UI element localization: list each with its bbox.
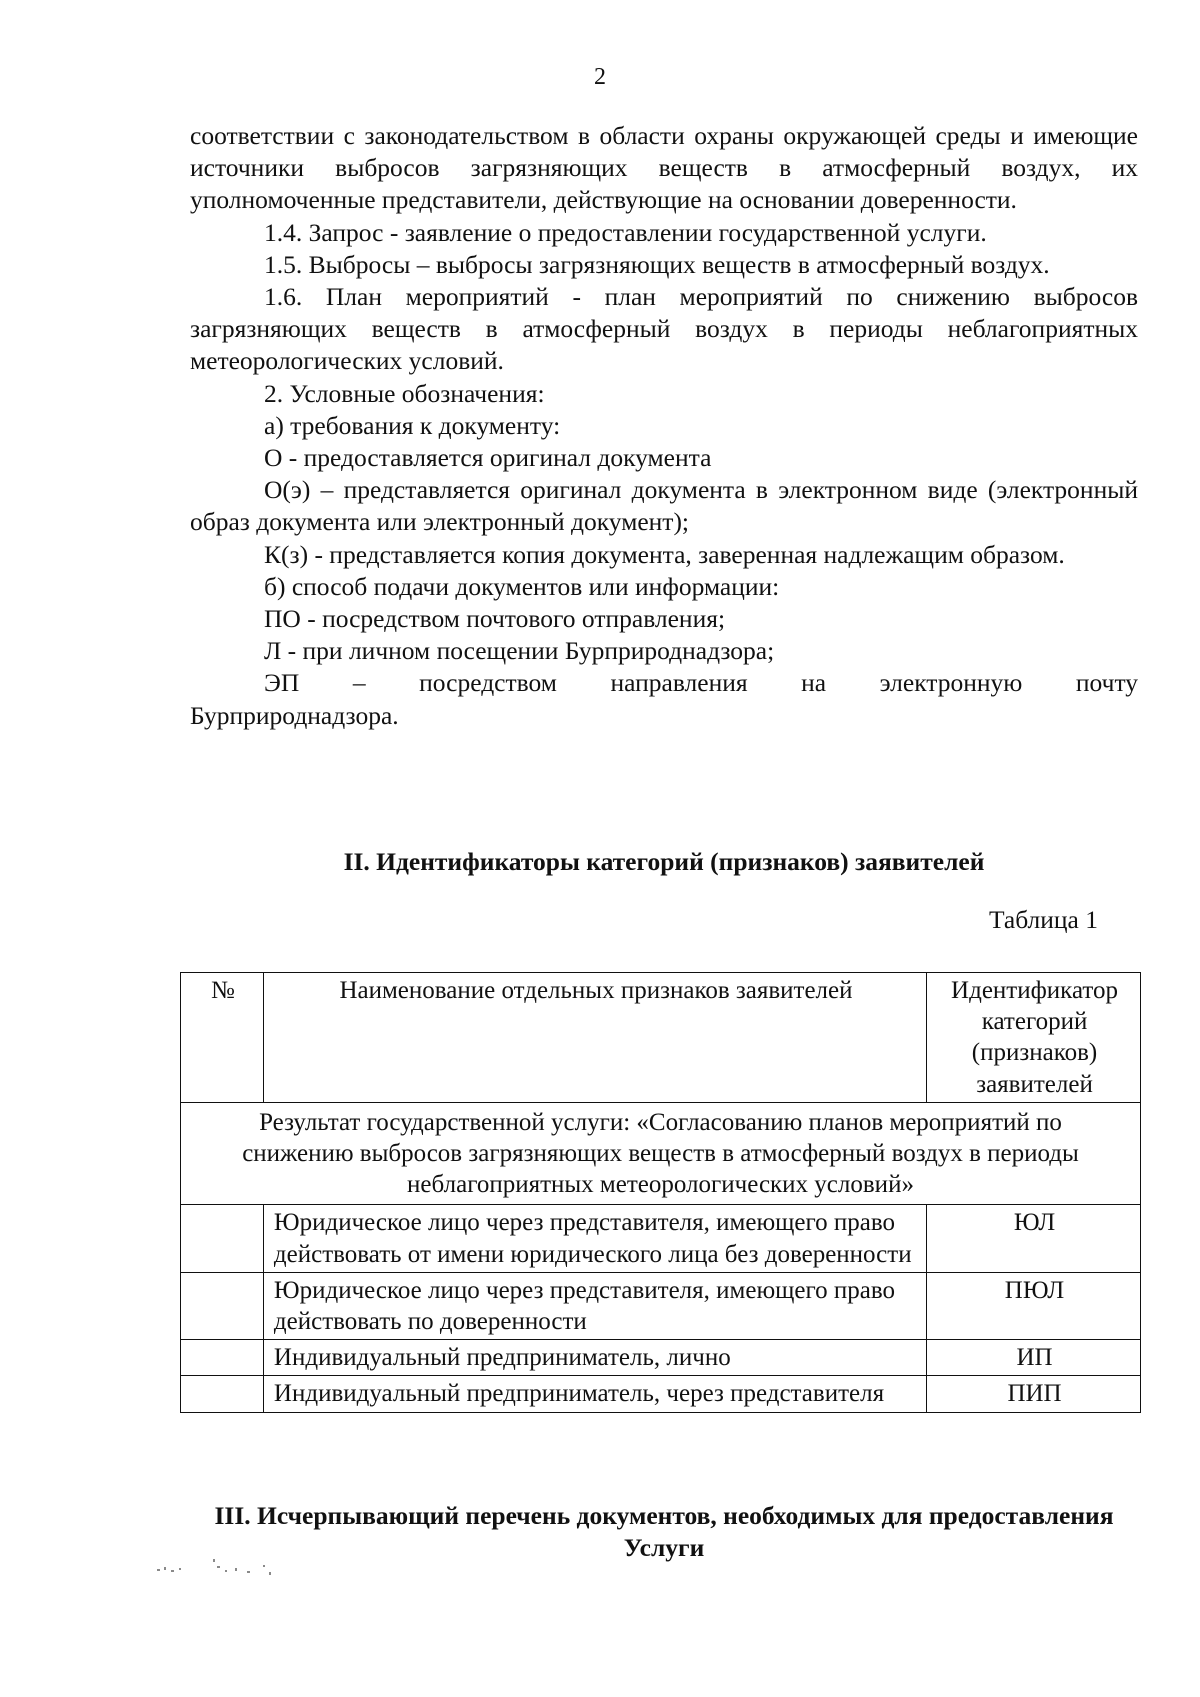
table-caption: Таблица 1 <box>988 905 1098 934</box>
row-identifier: ЮЛ <box>927 1205 1141 1272</box>
header-identifier: Идентификатор категорий (признаков) заявителей <box>927 973 1141 1103</box>
row-number <box>181 1340 264 1376</box>
header-number: № <box>181 973 264 1103</box>
applicant-categories-table <box>180 972 1141 1413</box>
paragraph-po: ПО - посредством почтового отправления; <box>264 604 726 634</box>
row-number <box>181 1376 264 1412</box>
paragraph-1-5: 1.5. Выбросы – выбросы загрязняющих веществ в атмосферный воздух. <box>264 249 1050 279</box>
header-name: Наименование отдельных признаков заявителей <box>263 973 926 1103</box>
row-name: Индивидуальный предприниматель, лично <box>263 1340 926 1376</box>
row-identifier: ПИП <box>927 1376 1141 1412</box>
result-cell: Результат государственной услуги: «Согласованию планов мероприятий по снижению выбросов загрязняющих веществ в атмосферный воздух в периоды неблагоприятных метеорологических условий» <box>181 1102 1141 1205</box>
paragraph-1-6: 1.6. План мероприятий - план мероприятий по снижению выбросов загрязняющих веществ в атмосферный воздух в периоды неблагоприятных метеорологических условий. <box>190 282 1138 376</box>
paragraph-o: О - предоставляется оригинал документа <box>264 443 712 473</box>
page-number: 2 <box>594 64 606 90</box>
paragraph-ep-continuation: Бурприроднадзора. <box>190 700 399 730</box>
paragraph-ep: ЭП – посредством направления на электронную почту <box>264 668 1138 698</box>
table-row <box>181 1376 1141 1412</box>
table-result-row <box>181 1102 1141 1205</box>
row-name: Юридическое лицо через представителя, имеющего право действовать от имени юридического лица без доверенности <box>263 1205 926 1272</box>
scan-noise-marks <box>155 1555 315 1579</box>
table-row <box>181 1205 1141 1272</box>
table-header-row <box>181 973 1141 1103</box>
paragraph-applicants-continuation: соответствии с законодательством в области охраны окружающей среды и имеющие источники выбросов загрязняющих веществ в атмосферный воздух, их уполномоченные представители, действующие на основании доверенности. <box>190 121 1138 215</box>
paragraph-l: Л - при личном посещении Бурприроднадзора; <box>264 636 775 666</box>
body-text <box>190 120 1138 732</box>
paragraph-2b: б) способ подачи документов или информации: <box>264 571 780 601</box>
section-2-heading: II. Идентификаторы категорий (признаков) заявителей <box>343 847 985 876</box>
row-name: Индивидуальный предприниматель, через представителя <box>263 1376 926 1412</box>
section-3-heading: III. Исчерпывающий перечень документов, необходимых для предоставления Услуги <box>214 1501 1114 1562</box>
paragraph-2a: а) требования к документу: <box>264 410 561 440</box>
table-row <box>181 1272 1141 1339</box>
paragraph-kz: К(з) - представляется копия документа, заверенная надлежащим образом. <box>264 539 1065 569</box>
row-name: Юридическое лицо через представителя, имеющего право действовать по доверенности <box>263 1272 926 1339</box>
paragraph-1-4: 1.4. Запрос - заявление о предоставлении государственной услуги. <box>264 217 987 247</box>
paragraph-oe: О(э) – представляется оригинал документа в электронном виде (электронный образ документа или электронный документ); <box>190 475 1138 537</box>
row-number <box>181 1205 264 1272</box>
paragraph-2: 2. Условные обозначения: <box>264 378 545 408</box>
row-identifier: ИП <box>927 1340 1141 1376</box>
row-identifier: ПЮЛ <box>927 1272 1141 1339</box>
table-row <box>181 1340 1141 1376</box>
row-number <box>181 1272 264 1339</box>
